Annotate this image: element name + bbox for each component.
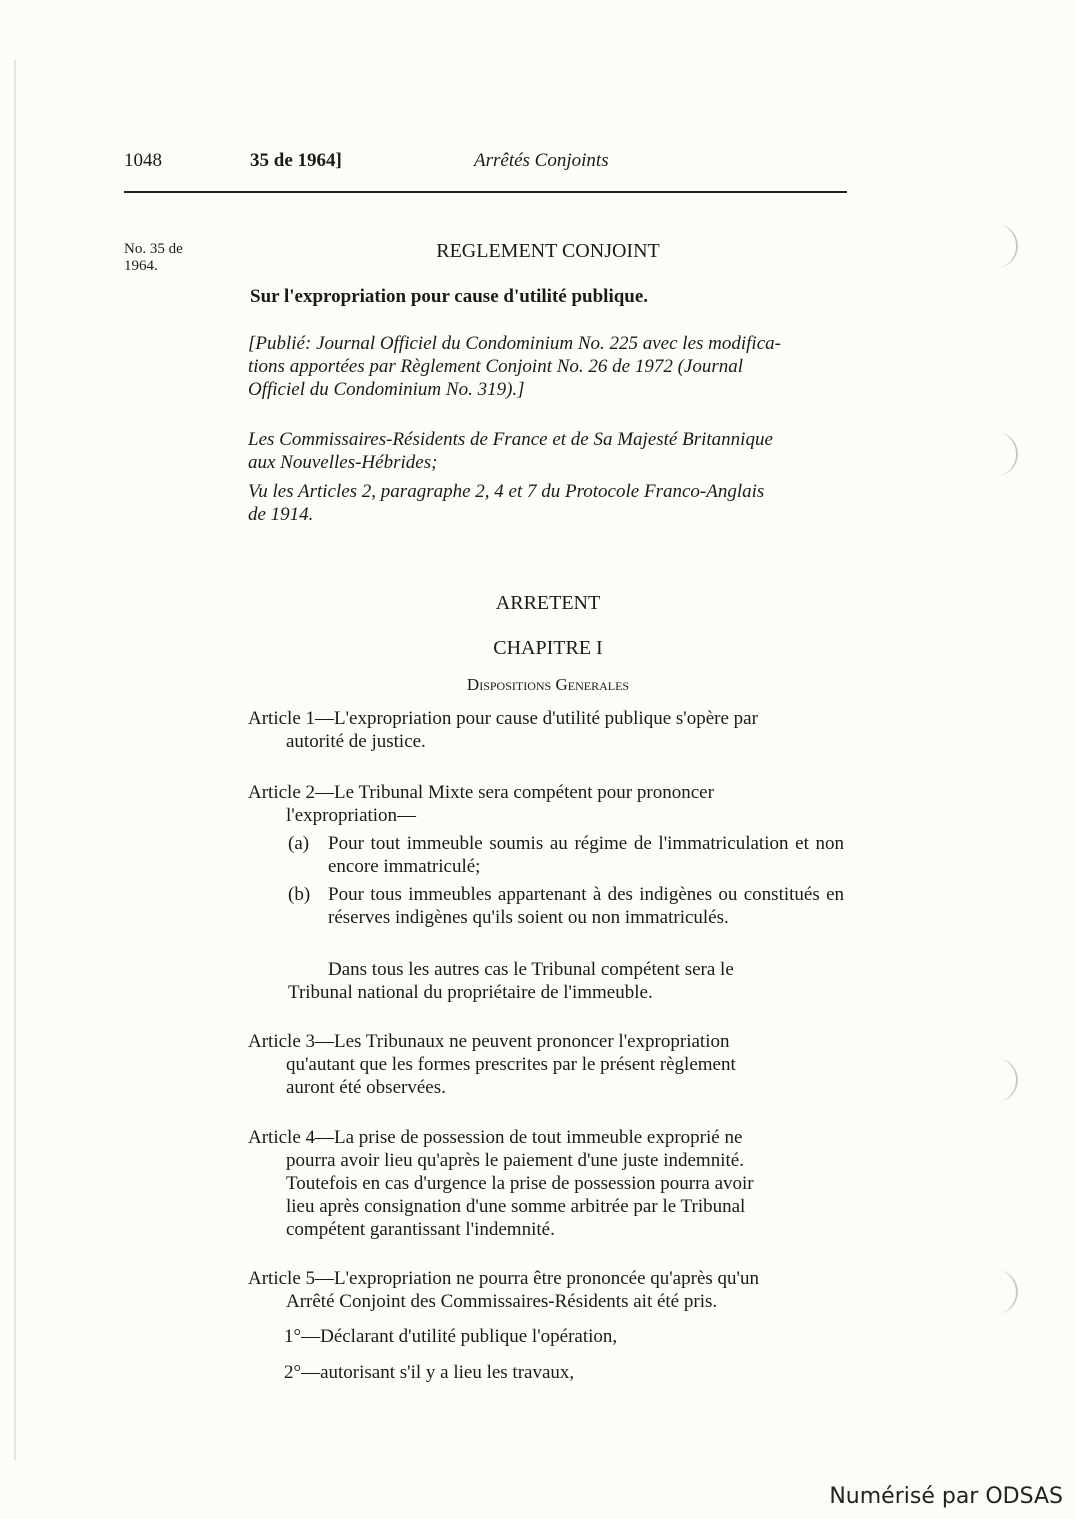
binder-hole <box>988 1270 1018 1314</box>
article-line: pourra avoir lieu qu'après le paiement d'une juste indemnité. <box>286 1150 744 1171</box>
doc-subject: Sur l'expropriation pour cause d'utilité publique. <box>250 286 649 307</box>
header-ref: 35 de 1964] <box>250 150 342 171</box>
article-line: Toutefois en cas d'urgence la prise de possession pourra avoir <box>286 1173 754 1194</box>
preamble-2 <box>248 480 844 526</box>
header-rule <box>124 191 847 193</box>
item-label: (b) <box>288 884 311 905</box>
page-edge <box>14 60 16 1460</box>
article-line: lieu après consignation d'une somme arbitrée par le Tribunal <box>286 1196 746 1217</box>
article-line: autorité de justice. <box>286 731 426 752</box>
binder-hole <box>988 432 1018 476</box>
article-line: qu'autant que les formes prescrites par le présent règlement <box>286 1054 736 1075</box>
publication-line: Officiel du Condominium No. 319).] <box>248 379 525 400</box>
article-line: Arrêté Conjoint des Commissaires-Résidents ait été pris. <box>286 1291 718 1312</box>
margin-note-line: 1964. <box>124 258 158 274</box>
article-line: Article 3—Les Tribunaux ne peuvent prononcer l'expropriation <box>248 1031 730 1052</box>
publication-line: [Publié: Journal Officiel du Condominium No. 225 avec les modifica- <box>248 333 781 354</box>
article-line: Article 2—Le Tribunal Mixte sera compétent pour prononcer <box>248 782 714 803</box>
preamble-line: de 1914. <box>248 504 314 525</box>
article-2 <box>248 781 844 827</box>
margin-note <box>124 241 214 275</box>
arretent-heading: ARRETENT <box>495 592 601 614</box>
item-text: Pour tout immeuble soumis au régime de l'immatriculation et non encore immatriculé; <box>328 833 844 877</box>
publication-note <box>248 332 844 401</box>
article-line: Dans tous les autres cas le Tribunal compétent sera le <box>328 959 734 980</box>
doc-title: REGLEMENT CONJOINT <box>436 240 660 262</box>
article-line: l'expropriation— <box>286 805 417 826</box>
item-text: Pour tous immeubles appartenant à des indigènes ou constitués en réserves indigènes qu'ils soient ou non immatriculés. <box>328 884 844 928</box>
article-2-other-cases <box>288 958 844 1004</box>
binder-hole <box>988 224 1018 268</box>
page-number: 1048 <box>124 150 162 171</box>
digitization-watermark: Numérisé par ODSAS <box>829 1484 1063 1509</box>
article-5 <box>248 1267 844 1313</box>
article-line: Tribunal national du propriétaire de l'immeuble. <box>288 982 653 1003</box>
margin-note-line: No. 35 de <box>124 241 183 257</box>
article-2-item-b <box>288 883 844 929</box>
item-label: (a) <box>288 833 310 854</box>
article-line: auront été observées. <box>286 1077 446 1098</box>
preamble-1 <box>248 428 844 474</box>
publication-line: tions apportées par Règlement Conjoint No. 26 de 1972 (Journal <box>248 356 744 377</box>
article-line: Article 4—La prise de possession de tout immeuble exproprié ne <box>248 1127 743 1148</box>
binder-hole <box>988 1058 1018 1102</box>
preamble-line: Vu les Articles 2, paragraphe 2, 4 et 7 du Protocole Franco-Anglais <box>248 481 765 502</box>
article-5-item-1: 1°—Déclarant d'utilité publique l'opération, <box>284 1326 618 1347</box>
chapter-subtitle: Dispositions Generales <box>466 675 630 694</box>
article-3 <box>248 1030 844 1099</box>
article-line: Article 1—L'expropriation pour cause d'utilité publique s'opère par <box>248 708 758 729</box>
preamble-line: aux Nouvelles-Hébrides; <box>248 452 438 473</box>
preamble-line: Les Commissaires-Résidents de France et de Sa Majesté Britannique <box>248 429 773 450</box>
article-2-item-a <box>288 832 844 878</box>
article-5-item-2: 2°—autorisant s'il y a lieu les travaux, <box>284 1362 575 1383</box>
article-line: Article 5—L'expropriation ne pourra être prononcée qu'après qu'un <box>248 1268 759 1289</box>
chapter-heading: CHAPITRE I <box>493 637 603 659</box>
article-line: compétent garantissant l'indemnité. <box>286 1219 555 1240</box>
header-title: Arrêtés Conjoints <box>474 150 609 171</box>
article-4 <box>248 1126 844 1241</box>
article-1 <box>248 707 844 753</box>
